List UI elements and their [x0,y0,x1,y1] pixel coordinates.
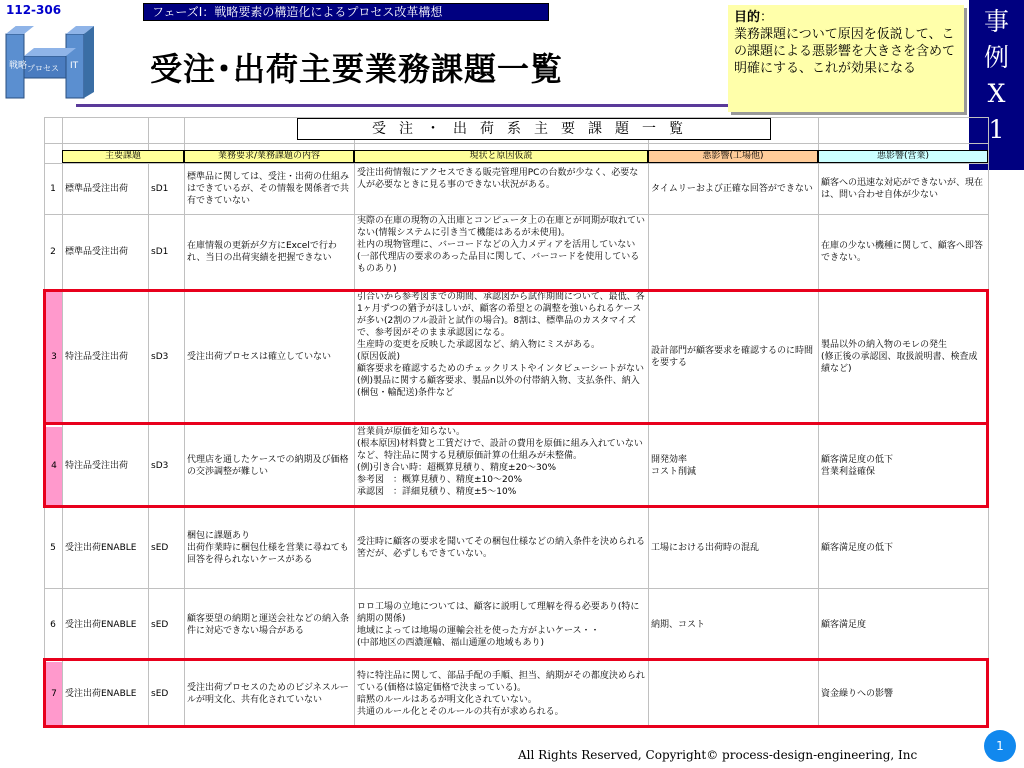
row-number: 5 [50,543,56,553]
copyright-footer: All Rights Reserved, Copyright© process-design-engineering, Inc [518,748,918,762]
page-number-badge: 1 [984,730,1016,762]
row-number: 6 [50,619,56,630]
row-code: sED [151,619,169,630]
row-requirement: 受注出荷プロセスのためのビジネスルールが明文化、共有化されていない [187,682,349,705]
row-hypothesis: 引合いから参考図までの期間、承認図から試作期間について、最低、各1ヶ月ずつの猶予がほしいが、顧客の希望との調整を強いられるケースが多い(2割のフル設計と試作の場合)。8割は、標準品のカスタマイズで、参考図がそのまま承認図になる。 生産時の変更を反映した承認図など、納入物にミスがある。 (原因仮説) 顧客要求を確認するためのチェックリストやインタビューシートがない (例)製品に関する顧客要求、製品n以外の付帯納入物、支払条件、納入(梱包・輸配送)条件など [357,292,645,398]
header-impact-factory: 悪影響(工場他) [648,150,818,163]
row-impact-factory: 設計部門が顧客要求を確認するのに時間を要する [651,346,814,368]
header-main-issue: 主要課題 [62,150,184,163]
row-issue: 受注出荷ENABLE [65,619,137,630]
case-tab-char-1: 事 [983,7,1009,36]
phase-banner: フェーズⅠ：戦略要素の構造化によるプロセス改革構想 [143,3,549,21]
logo-left-text: 戦略 [9,61,28,71]
row-hypothesis: 特に特注品に関して、部品手配の手順、担当、納期がその都度決められている(価格は協定価格で決まっている)。 暗黙のルールはあるが明文化されていない。 共通のルール化とそのルールの共有が求められる。 [357,670,645,717]
row-impact-sales: 資金繰りへの影響 [821,688,894,699]
row-number: 4 [46,427,62,505]
logo-right-text: IT [70,61,79,71]
row-requirement: 受注出荷プロセスは確立していない [187,352,332,362]
row-code: sD1 [151,247,169,257]
header-requirement: 業務要求/業務課題の内容 [184,150,354,163]
row-code: sED [151,688,169,699]
row-hypothesis: ロロ工場の立地については、顧客に説明して理解を得る必要あり(特に納期の関係) 地域によっては地場の運輸会社を使った方がよいケース・・ (中部地区の西濃運輸、福山通運の地域もあり) [357,601,640,648]
row-hypothesis: 実際の在庫の現物の入出庫とコンピュータ上の在庫とが同期が取れていない(情報システムに引き当て機能はあるが未使用)。 社内の現物管理に、バーコードなどの入力メディアを活用していない (一部代理店の要求のあった品目に関して、バーコードを使用しているものあり) [357,216,646,274]
row-impact-factory [651,216,817,288]
row-requirement: 梱包に課題あり 出荷作業時に梱包仕様を営業に尋ねても回答を得られないケースがある [187,531,349,565]
row-number: 2 [50,247,56,257]
row-impact-sales: 在庫の少ない機種に関して、顧客へ即答できない。 [821,241,983,263]
row-impact-factory: 工場における出荷時の混乱 [651,543,760,553]
row-requirement: 在庫情報の更新が夕方にExcelで行われ、当日の出荷実績を把握できない [187,241,337,263]
case-tab-char-4: 1 [988,115,1005,144]
purpose-text: 業務課題について原因を仮説して、この課題による悪影響を大きさを含めて明確にする、これが効果になる [734,27,956,76]
row-requirement: 標準品に関しては、受注・出荷の仕組みはできているが、その情報を関係者で共有できていない [187,172,350,206]
row-hypothesis: 営業員が原価を知らない。 (根本原因)材料費と工賃だけで、設計の費用を原価に組み入れていないなど、特注品に関する見積原価計算の仕組みが未整備。 (例)引き合い時：超概算見積り、精度±20～30% 参考図 ：概算見積り、精度±10～20% 承認図 ：詳細見積り、精度±5～10% [357,427,643,497]
highlight-box [43,289,989,508]
purpose-label: 目的 [734,10,761,25]
row-code: sED [151,543,169,553]
row-issue: 標準品受注出荷 [65,247,129,257]
row-impact-sales: 顧客満足度の低下 営業利益確保 [821,455,894,477]
slide-id: 112-306 [6,3,62,17]
page-title: 受注･出荷主要業務課題一覧 [150,50,564,88]
purpose-note: 目的： 業務課題について原因を仮説して、この課題による悪影響を大きさを含めて明確にする、これが効果になる [728,5,964,112]
logo-center-text: プロセス [27,64,59,73]
row-requirement: 代理店を通したケースでの納期及び価格の交渉調整が難しい [187,455,349,477]
case-tab [969,0,1024,170]
grid-line [44,143,989,144]
row-hypothesis: 受注時に顧客の要求を聞いてその梱包仕様などの納入条件を決められる筈だが、必ずしもできていない。 [357,537,646,559]
row-impact-sales: 顧客満足度 [821,619,867,630]
case-tab-char-2: 例 [983,43,1009,72]
strategy-process-it-logo [2,20,94,100]
row-number: 1 [50,184,56,194]
row-code: sD1 [151,184,169,194]
row-number: 7 [46,662,62,725]
row-hypothesis: 受注出荷情報にアクセスできる販売管理用PCの台数が少なく、必要な人が必要なときに見る事のできない状況がある。 [357,168,639,190]
row-impact-sales: 顧客への迅速な対応ができないが、現在は、問い合わせ自体が少ない [821,178,984,200]
case-tab-char-3: X [987,79,1006,108]
row-impact-sales: 顧客満足度の低下 [821,543,894,553]
row-issue: 標準品受注出荷 [65,184,129,194]
header-impact-sales: 悪影響(営業) [818,150,988,163]
row-code: sD3 [151,461,169,471]
highlight-box [43,658,989,728]
row-issue: 特注品受注出荷 [65,461,129,471]
row-number: 3 [46,292,62,422]
header-hypothesis: 現状と原因仮説 [354,150,648,163]
highlight-divider [43,422,989,425]
row-impact-factory: 納期、コスト [651,619,706,630]
row-impact-factory: 開発効率 コスト削減 [651,455,697,477]
table-title: 受注・出荷系主要課題一覧 [297,118,771,140]
row-issue: 受注出荷ENABLE [65,688,137,699]
row-issue: 特注品受注出荷 [65,352,129,362]
row-issue: 受注出荷ENABLE [65,543,137,553]
row-impact-sales: 製品以外の納入物のモレの発生 (修正後の承認図、取扱説明書、検査成績など) [821,340,978,374]
row-impact-factory: タイムリーおよび正確な回答ができない [651,184,813,194]
row-code: sD3 [151,352,169,362]
grid-line [44,163,989,164]
row-requirement: 顧客要望の納期と運送会社などの納入条件に対応できない場合がある [187,613,350,636]
